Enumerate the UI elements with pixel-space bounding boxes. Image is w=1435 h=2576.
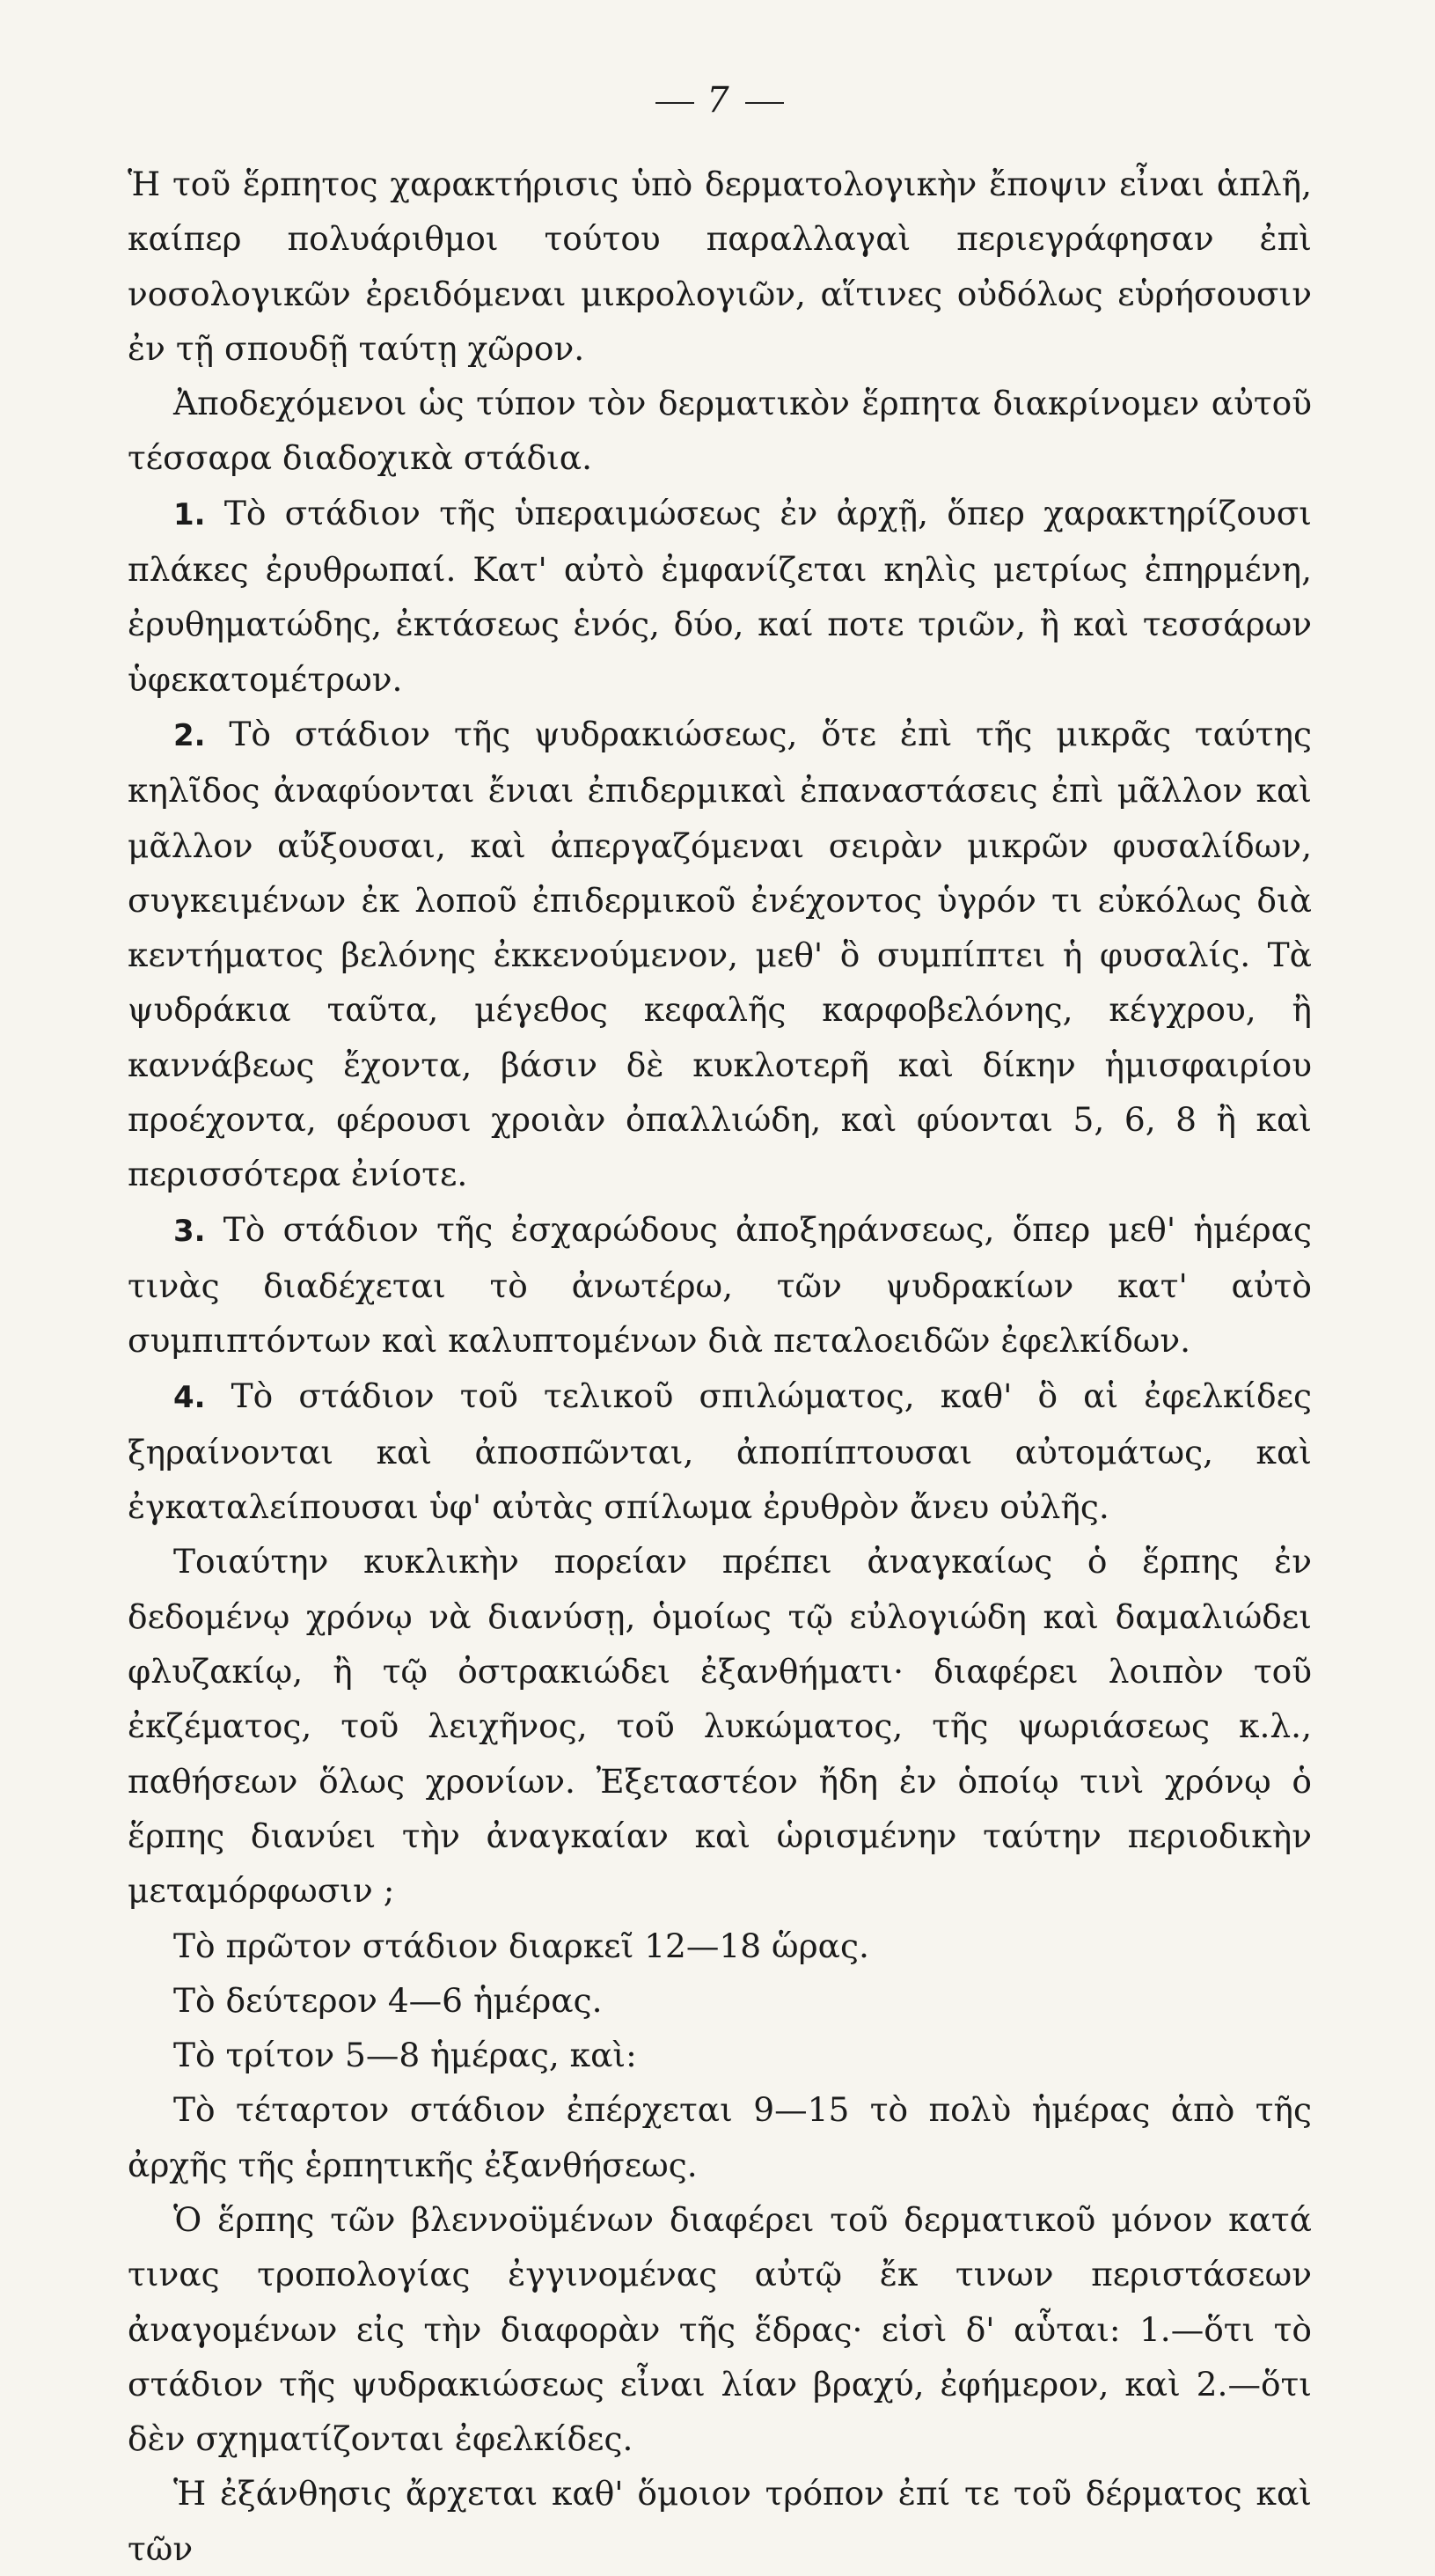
paragraph-duration-3: Τὸ τρίτον 5—8 ἡμέρας, καὶ: xyxy=(173,2036,637,2075)
paragraph-13: Ἡ ἐξάνθησις ἄρχεται καθ' ὅμοιον τρόπον ἐπί τε τοῦ δέρματος καὶ τῶν xyxy=(128,2474,1312,2568)
paragraph-stage-3: 3. Τὸ στάδιον τῆς ἐσχαρώδους ἀποξηράνσεως, ὅπερ μεθ' ἡμέρας τινὰς διαδέχεται τὸ ἀνωτέρω, τῶν ψυδρακίων κατ' αὐτὸ συμπιπτόντων καὶ καλυπτομένων διὰ πεταλοειδῶν ἐφελκίδων. xyxy=(128,1209,1312,1361)
paragraph-1: Ἡ τοῦ ἕρπητος χαρακτήρισις ὑπὸ δερματολογικὴν ἔποψιν εἶναι ἁπλῆ, καίπερ πολυάριθμοι τούτου παραλλαγαὶ περιεγράφησαν ἐπὶ νοσολογικῶν ἐρειδόμεναι μικρολογιῶν, αἵτινες οὐδόλως εὑρήσουσιν ἐν τῇ σπουδῇ ταύτῃ χῶρον. xyxy=(128,165,1312,368)
page-number-dash-left xyxy=(655,102,694,104)
paragraph-duration-4: Τὸ τέταρτον στάδιον ἐπέρχεται 9—15 τὸ πολὺ ἡμέρας ἀπὸ τῆς ἀρχῆς τῆς ἑρπητικῆς ἐξανθήσεως. xyxy=(128,2090,1312,2184)
stage-number: 3. xyxy=(173,1213,206,1249)
paragraph-12: Ὁ ἕρπης τῶν βλεννοϋμένων διαφέρει τοῦ δερματικοῦ μόνον κατά τινας τροπολογίας ἐγγινομένας αὐτῷ ἔκ τινων περιστάσεων ἀναγομένων εἰς τὴν διαφορὰν τῆς ἕδρας· εἰσὶ δ' αὗται: 1.—ὅτι τὸ στάδιον τῆς ψυδρακιώσεως εἶναι λίαν βραχύ, ἐφήμερον, καὶ 2.—ὅτι δὲν σχηματίζονται ἐφελκίδες. xyxy=(128,2199,1312,2459)
page-number-dash-right xyxy=(745,102,784,104)
page-number-text: 7 xyxy=(707,80,733,121)
paragraph-stage-4: 4. Τὸ στάδιον τοῦ τελικοῦ σπιλώματος, καθ' ὃ αἱ ἐφελκίδες ξηραίνονται καὶ ἀποσπῶνται, ἀποπίπτουσαι αὐτομάτως, καὶ ἐγκαταλείπουσαι ὑφ' αὐτὰς σπίλωμα ἐρυθρὸν ἄνευ οὐλῆς. xyxy=(128,1376,1313,1527)
paragraph-2: Ἀποδεχόμενοι ὡς τύπον τὸν δερματικὸν ἕρπητα διακρίνομεν αὐτοῦ τέσσαρα διαδοχικὰ στάδια. xyxy=(128,384,1312,478)
paragraph-7: Τοιαύτην κυκλικὴν πορείαν πρέπει ἀναγκαίως ὁ ἕρπης ἐν δεδομένῳ χρόνῳ νὰ διανύσῃ, ὁμοίως τῷ εὐλογιώδη καὶ δαμαλιώδει φλυζακίῳ, ἢ τῷ ὀστρακιώδει ἐξανθήματι· διαφέρει λοιπὸν τοῦ ἐκζέματος, τοῦ λειχῆνος, τοῦ λυκώματος, τῆς ψωριάσεως κ.λ., παθήσεων ὅλως χρονίων. Ἐξεταστέον ἤδη ἐν ὁποίῳ τινὶ χρόνῳ ὁ ἕρπης διανύει τὴν ἀναγκαίαν καὶ ὡρισμένην ταύτην περιοδικὴν μεταμόρφωσιν ; xyxy=(128,1542,1312,1911)
page-number xyxy=(128,77,1312,123)
paragraph-stage-2: 2. Τὸ στάδιον τῆς ψυδρακιώσεως, ὅτε ἐπὶ τῆς μικρᾶς ταύτης κηλῖδος ἀναφύονται ἔνιαι ἐπιδερμικαὶ ἐπαναστάσεις ἐπὶ μᾶλλον καὶ μᾶλλον αὔξουσαι, καὶ ἀπεργαζόμεναι σειρὰν μικρῶν φυσαλίδων, συγκειμένων ἐκ λοποῦ ἐπιδερμικοῦ ἐνέχοντος ὑγρόν τι εὐκόλως διὰ κεντήματος βελόνης ἐκκενούμενον, μεθ' ὃ συμπίπτει ἡ φυσαλίς. Τὰ ψυδράκια ταῦτα, μέγεθος κεφαλῆς καρφοβελόνης, κέγχρου, ἢ καννάβεως ἔχοντα, βάσιν δὲ κυκλοτερῆ καὶ δίκην ἡμισφαιρίου προέχοντα, φέρουσι χροιὰν ὀπαλλιώδη, καὶ φύονται 5, 6, 8 ἢ καὶ περισσότερα ἐνίοτε. xyxy=(128,714,1312,1194)
stage-number: 4. xyxy=(173,1379,206,1415)
paragraph-duration-1: Τὸ πρῶτον στάδιον διαρκεῖ 12—18 ὥρας. xyxy=(173,1926,869,1965)
body-text xyxy=(128,157,1312,2576)
stage-number: 1. xyxy=(173,496,206,532)
paragraph-stage-1: 1. Τὸ στάδιον τῆς ὑπεραιμώσεως ἐν ἀρχῇ, ὅπερ χαρακτηρίζουσι πλάκες ἐρυθρωπαί. Κατ' αὐτὸ ἐμφανίζεται κηλὶς μετρίως ἐπηρμένη, ἐρυθηματώδης, ἐκτάσεως ἑνός, δύο, καί ποτε τριῶν, ἢ καὶ τεσσάρων ὑφεκατομέτρων. xyxy=(128,493,1313,699)
paragraph-duration-2: Τὸ δεύτερον 4—6 ἡμέρας. xyxy=(173,1980,603,2020)
stage-number: 2. xyxy=(173,717,206,753)
